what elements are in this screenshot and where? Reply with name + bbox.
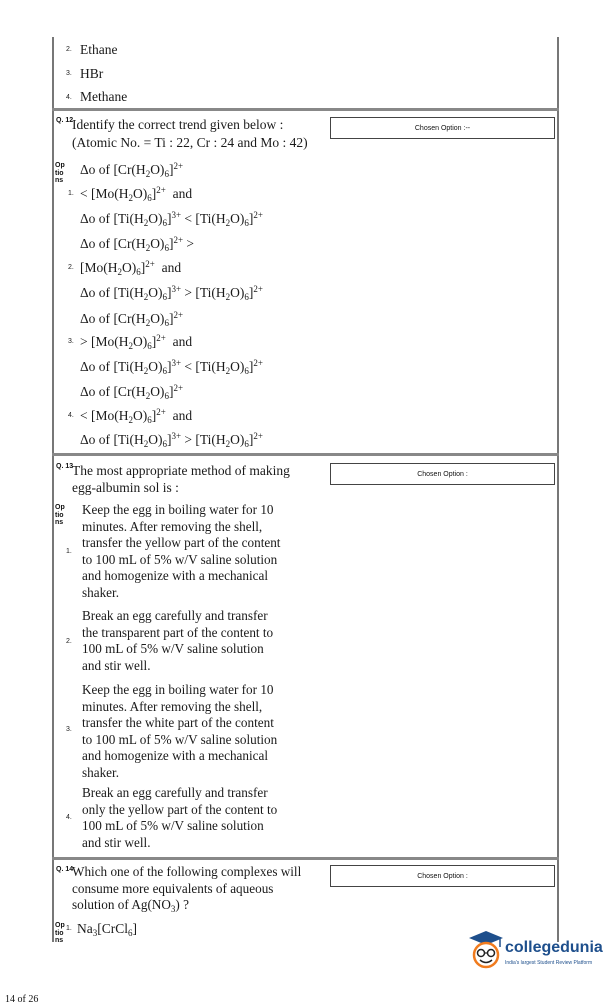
divider-q14 bbox=[52, 857, 559, 860]
chosen-option-box bbox=[330, 117, 555, 139]
option-line: > $[Mo(H_2O)_6]^{2+}$ and bbox=[80, 333, 193, 351]
divider-q13 bbox=[52, 453, 559, 456]
option-line: Δo of $[Ti(H_2O)_6]^{3+} > [Ti(H_2O)_6]^{2+}$ bbox=[80, 431, 263, 449]
right-border bbox=[557, 37, 559, 942]
chosen-option-label: Chosen Option : bbox=[417, 471, 468, 478]
collegedunia-logo bbox=[467, 925, 607, 985]
graduate-face-icon bbox=[467, 929, 505, 971]
option-number: 3. bbox=[68, 338, 74, 345]
option-text: $Na_3[CrCl_6]$ bbox=[77, 921, 138, 938]
chosen-option-box bbox=[330, 463, 555, 485]
option-number: 2. bbox=[66, 46, 72, 53]
option-text: Ethane bbox=[80, 42, 118, 57]
option-line: Δo of $[Ti(H_2O)_6]^{3+} < [Ti(H_2O)_6]^{2+}$ bbox=[80, 210, 263, 228]
option-number: 3. bbox=[66, 726, 72, 733]
option-text: Break an egg carefully and transfer the transparent part of the content to 100 mL of 5% w/V saline solution and stir well. bbox=[82, 608, 274, 673]
question-text-line: egg-albumin sol is : bbox=[72, 480, 179, 495]
option-line: Δo of $[Cr(H_2O)_6]^{2+}$ bbox=[80, 310, 184, 328]
chosen-option-box bbox=[330, 865, 555, 887]
chosen-option-label: Chosen Option :-- bbox=[414, 125, 471, 132]
option-text: Methane bbox=[80, 89, 128, 104]
option-line: Δo of $[Cr(H_2O)_6]^{2+}$ bbox=[80, 161, 184, 179]
question-number: Q. 13 bbox=[56, 463, 74, 470]
option-text: Keep the egg in boiling water for 10 minutes. After removing the shell, transfer the yellow part of the content to 100 mL of 5% w/V saline solution and homogenize with a mechanical shaker. bbox=[82, 502, 281, 600]
option-line: < $[Mo(H_2O)_6]^{2+}$ and bbox=[80, 407, 193, 425]
option-number: 4. bbox=[68, 412, 74, 419]
option-text: Break an egg carefully and transfer only the yellow part of the content to 100 mL of 5% w/V saline solution and stir well. bbox=[82, 785, 278, 850]
question-number: Q. 12 bbox=[56, 117, 74, 124]
option-text: Keep the egg in boiling water for 10 minutes. After removing the shell, transfer the white part of the content to 100 mL of 5% w/V saline solution and homogenize with a mechanical shaker. bbox=[82, 682, 278, 780]
question-number: Q. 14 bbox=[56, 866, 74, 873]
option-number: 1. bbox=[66, 548, 72, 555]
options-label: Op tio ns bbox=[55, 922, 65, 944]
options-label: Op tio ns bbox=[55, 504, 65, 526]
option-line: Δo of $[Cr(H_2O)_6]^{2+}$ bbox=[80, 383, 184, 401]
option-number: 1. bbox=[66, 925, 72, 932]
chosen-option-label: Chosen Option : bbox=[417, 873, 468, 880]
logo-tagline: India's largest Student Review Platform bbox=[505, 960, 593, 966]
option-number: 1. bbox=[68, 190, 74, 197]
option-line: Δo of $[Ti(H_2O)_6]^{3+} > [Ti(H_2O)_6]^{2+}$ bbox=[80, 284, 263, 302]
question-text-line: Identify the correct trend given below : bbox=[72, 117, 284, 132]
left-border bbox=[52, 37, 54, 942]
option-number: 4. bbox=[66, 94, 72, 101]
option-text: HBr bbox=[80, 66, 104, 81]
page-number: 14 of 26 bbox=[5, 994, 39, 1005]
option-number: 4. bbox=[66, 814, 72, 821]
divider-q12 bbox=[52, 108, 559, 111]
option-number: 2. bbox=[68, 264, 74, 271]
question-text: Which one of the following complexes will consume more equivalents of aqueous solution of $Ag(NO_3)$ ? bbox=[72, 864, 302, 915]
option-number: 3. bbox=[66, 70, 72, 77]
options-label: Op tio ns bbox=[55, 162, 65, 184]
option-line: Δo of $[Cr(H_2O)_6]^{2+}$ > bbox=[80, 235, 195, 253]
option-line: $[Mo(H_2O)_6]^{2+}$ and bbox=[80, 259, 182, 277]
option-line: < $[Mo(H_2O)_6]^{2+}$ and bbox=[80, 185, 193, 203]
logo-wordmark: collegedunia bbox=[505, 939, 603, 956]
option-number: 2. bbox=[66, 638, 72, 645]
question-text-line: The most appropriate method of making bbox=[72, 463, 290, 478]
option-line: Δo of $[Ti(H_2O)_6]^{3+} < [Ti(H_2O)_6]^{2+}$ bbox=[80, 358, 263, 376]
question-text-line: (Atomic No. = Ti : 22, Cr : 24 and Mo : 42) bbox=[72, 135, 308, 150]
